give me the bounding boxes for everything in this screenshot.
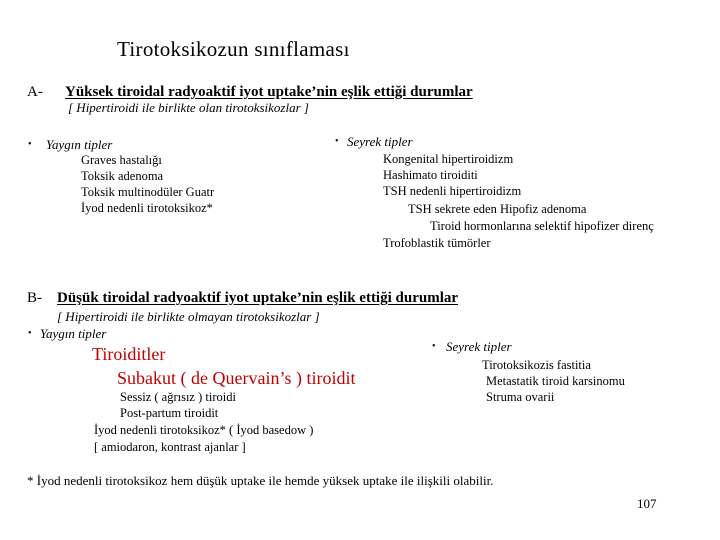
section-b-rare-item: Struma ovarii <box>486 390 555 404</box>
page-title: Tirotoksikozun sınıflaması <box>117 37 350 61</box>
section-a-rare-item: TSH sekrete eden Hipofiz adenoma <box>408 202 587 216</box>
list-item: İyod nedenli tirotoksikoz* <box>81 201 213 215</box>
section-b-item: [ amiodaron, kontrast ajanlar ] <box>94 440 246 454</box>
section-b-rare-label: Seyrek tipler <box>446 339 512 354</box>
bullet-icon: • <box>432 341 436 352</box>
section-b-common-label: Yaygın tipler <box>40 326 107 341</box>
section-a-common-list <box>81 152 214 216</box>
footnote: * İyod nedenli tirotoksikoz hem düşük uptake ile hemde yüksek uptake ile ilişkili olabilir. <box>27 473 494 488</box>
section-b-rare-item: Tirotoksikozis fastitia <box>482 358 591 372</box>
section-b-heading: Düşük tiroidal radyoaktif iyot uptake’nin eşlik ettiği durumlar <box>57 290 459 306</box>
bullet-icon: • <box>28 139 32 150</box>
bullet-icon: • <box>335 136 339 147</box>
section-a-rare-item: Hashimato tiroiditi <box>383 168 478 182</box>
list-item: Graves hastalığı <box>81 153 162 167</box>
section-b-item: Sessiz ( ağrısız ) tiroidi <box>120 390 236 404</box>
section-a-rare-item: TSH nedenli hipertiroidizm <box>383 184 522 198</box>
section-b-big-item: Subakut ( de Quervain’s ) tiroidit <box>117 368 356 388</box>
section-b-big-item: Tiroiditler <box>92 344 166 364</box>
section-b-item: Post-partum tiroidit <box>120 406 219 420</box>
section-a-rare-item: Kongenital hipertiroidizm <box>383 152 514 166</box>
list-item: Toksik adenoma <box>81 169 164 183</box>
section-b-rare-item: Metastatik tiroid karsinomu <box>486 374 625 388</box>
section-b-subtitle: [ Hipertiroidi ile birlikte olmayan tirotoksikozlar ] <box>57 309 320 324</box>
section-a-rare-item: Trofoblastik tümörler <box>383 236 491 250</box>
section-b-letter: B- <box>27 290 42 306</box>
section-a-common-label: Yaygın tipler <box>46 137 113 152</box>
section-a-subtitle: [ Hipertiroidi ile birlikte olan tirotoksikozlar ] <box>68 100 309 115</box>
section-b-item: İyod nedenli tirotoksikoz* ( İyod basedow ) <box>94 423 314 437</box>
section-a-letter: A- <box>27 84 43 100</box>
list-item: Toksik multinodüler Guatr <box>81 185 215 199</box>
section-a-rare-label: Seyrek tipler <box>347 134 413 149</box>
section-a-rare-item: Tiroid hormonlarına selektif hipofizer direnç <box>430 219 654 233</box>
bullet-icon: • <box>28 328 32 339</box>
section-a-heading: Yüksek tiroidal radyoaktif iyot uptake’nin eşlik ettiği durumlar <box>65 84 473 100</box>
page-number: 107 <box>637 496 657 511</box>
